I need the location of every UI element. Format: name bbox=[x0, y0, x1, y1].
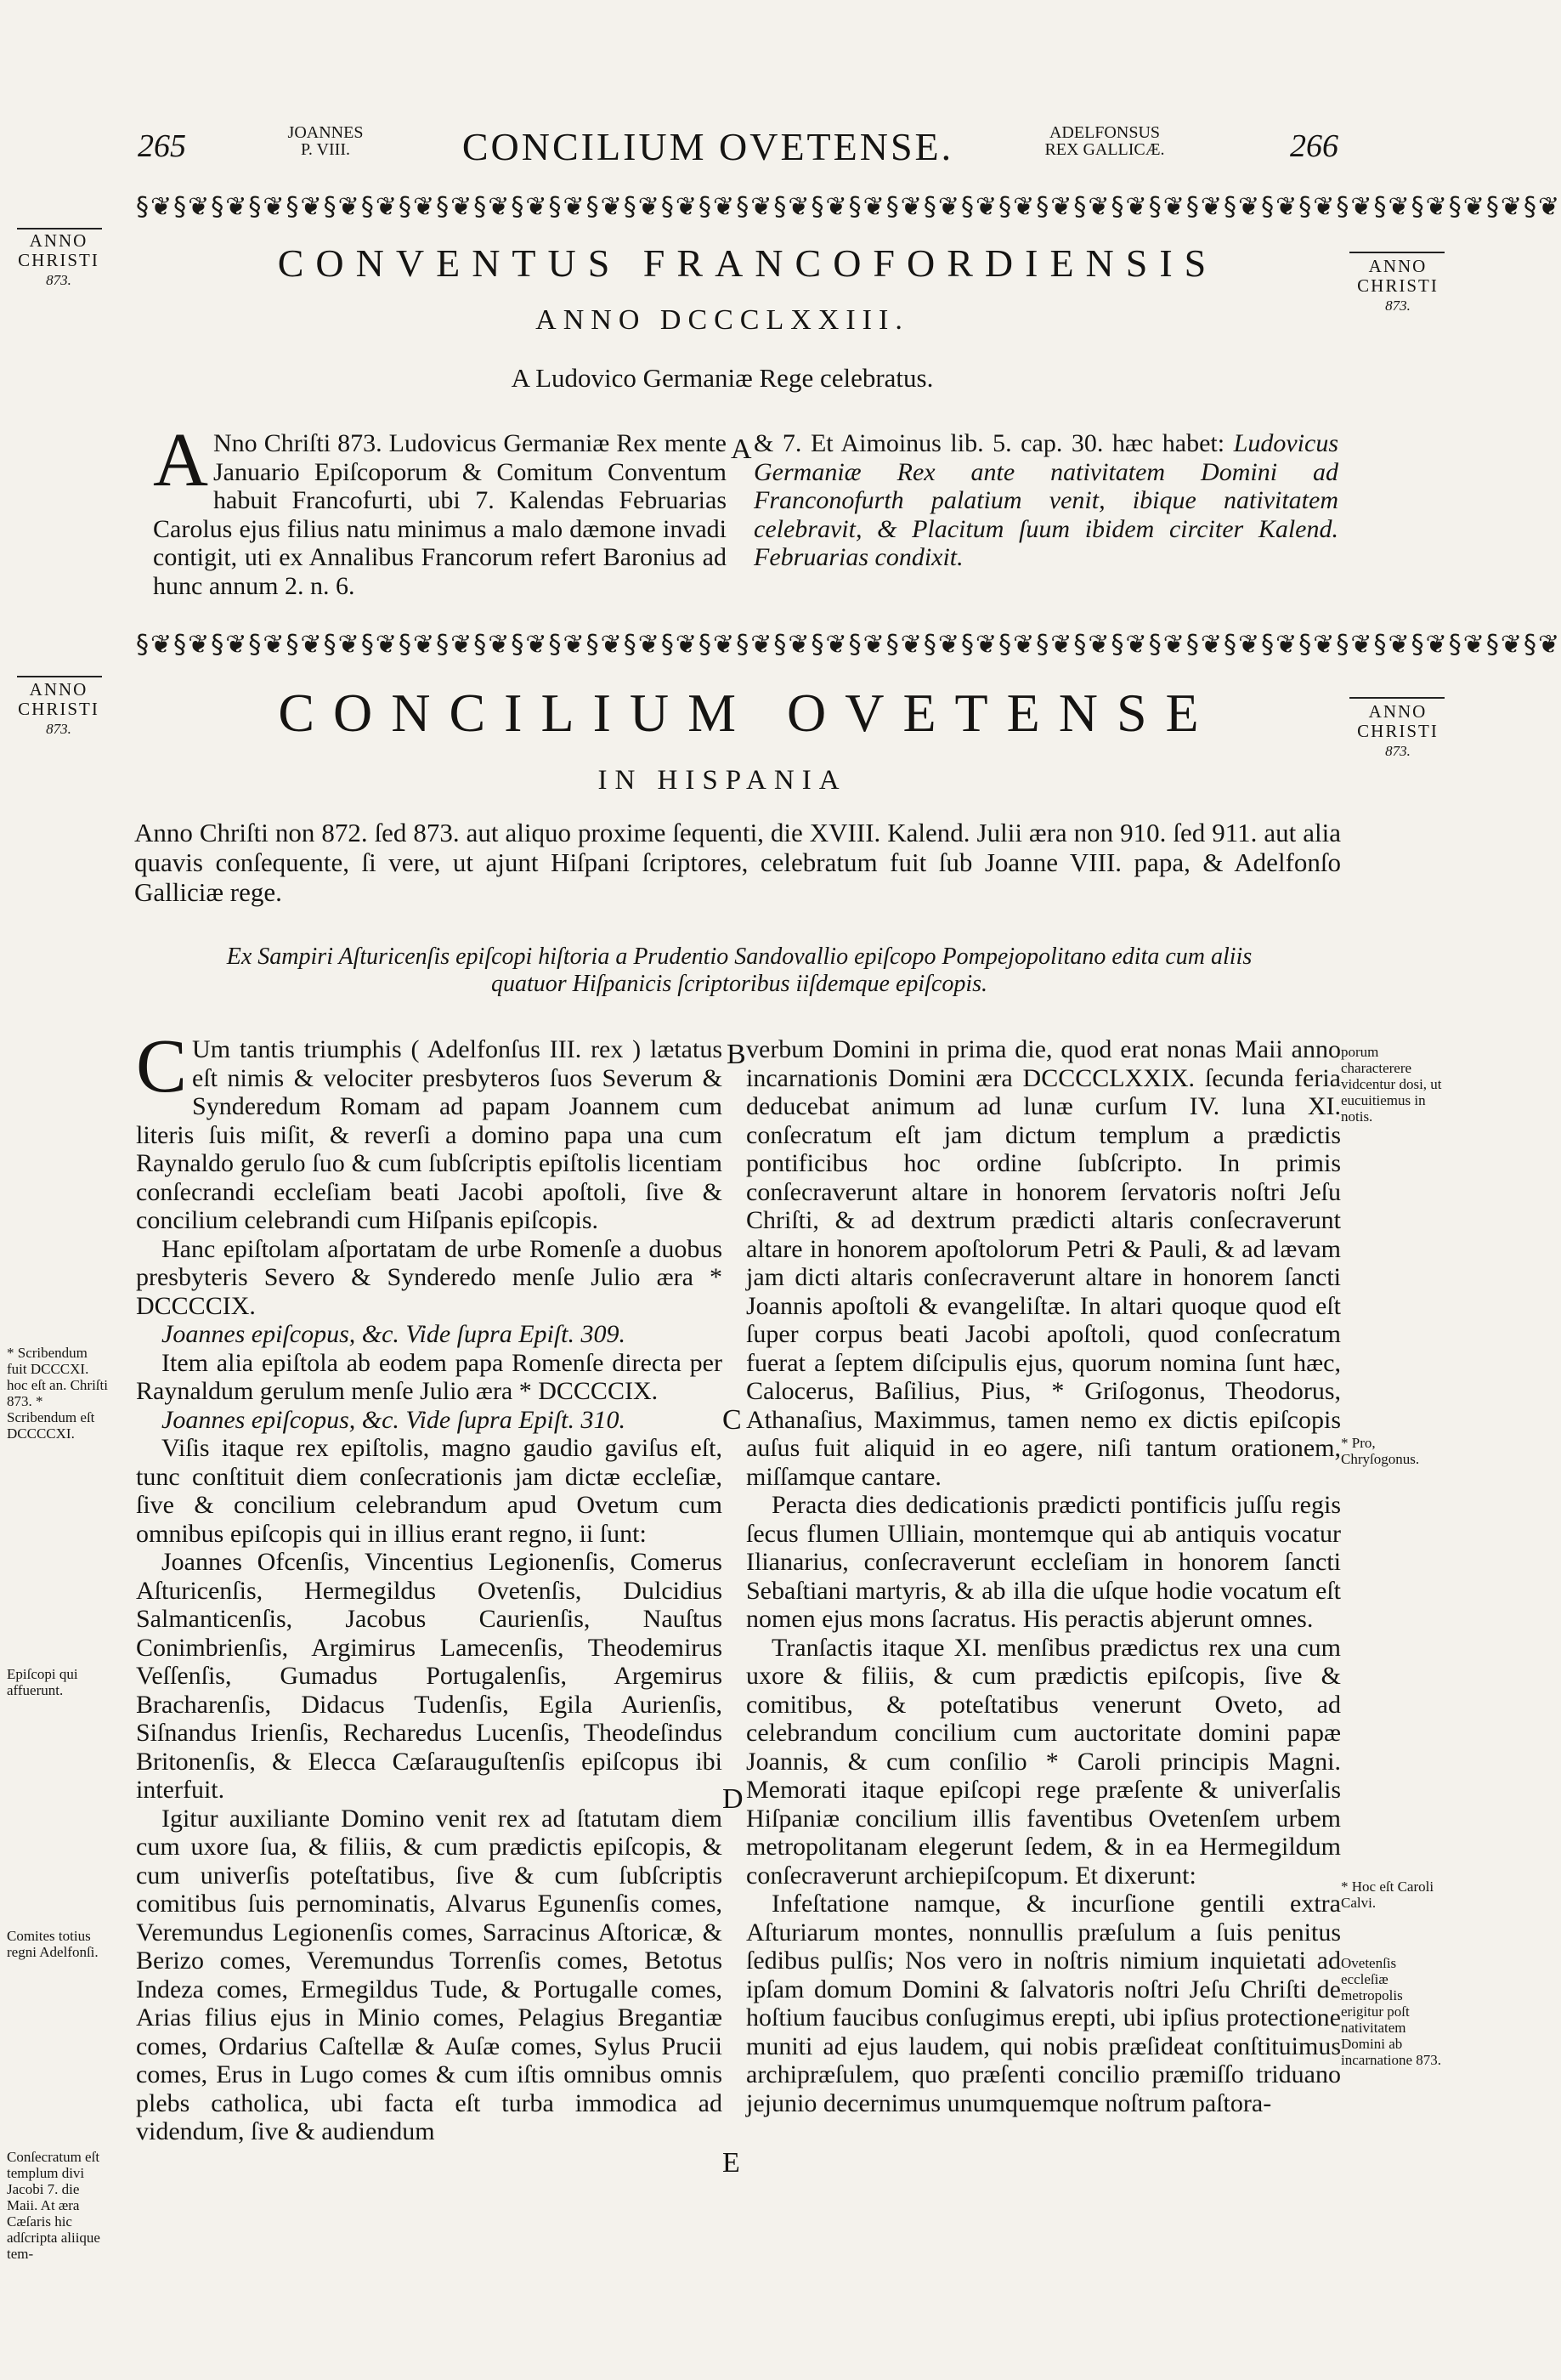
margin-note-episcopi: Epiſcopi qui affuerunt. bbox=[7, 1666, 78, 1698]
anno-year: 873. bbox=[1385, 743, 1411, 759]
running-head-adelfonsus bbox=[1020, 124, 1190, 158]
anno-line1: ANNO bbox=[1368, 701, 1428, 722]
conventus-dropcap: A bbox=[153, 418, 208, 502]
running-title: CONCILIUM OVETENSE. bbox=[461, 125, 954, 168]
left-paragraph-6: Viſis itaque rex epiſtolis, magno gaudio gaviſus eſt, tunc conſtituit diem conſecrationis jam dictæ eccleſiæ, ſive & concilium celebrandum apud Ovetum cum omnibus epiſcopis qui in illius erant regno, ii ſunt: bbox=[136, 1434, 722, 1548]
running-head-joannes-line2: P. VIII. bbox=[301, 140, 350, 159]
left-paragraph-2: Hanc epiſtolam aſportatam de urbe Romenſe a duobus presbyteris Severo & Synderedo menſe Julio æra * DCCCCIX. bbox=[136, 1234, 722, 1320]
running-head-joannes-line1: JOANNES bbox=[287, 123, 364, 142]
margin-letter-b: B bbox=[727, 1039, 746, 1070]
left-column bbox=[136, 1024, 722, 2146]
divider-anno-right-1 bbox=[1349, 252, 1445, 253]
anno-year: 873. bbox=[1385, 298, 1411, 314]
divider-anno-right-2 bbox=[1349, 697, 1445, 699]
anno-line1: ANNO bbox=[29, 679, 88, 700]
conventus-left-text bbox=[153, 418, 727, 600]
conventus-right-text bbox=[754, 429, 1338, 572]
margin-letter-a-top: A bbox=[731, 434, 752, 465]
anno-line2: CHRISTI bbox=[18, 250, 99, 270]
concilium-title: CONCILIUM OVETENSE bbox=[278, 683, 1218, 743]
right-paragraph-4: Infeſtatione namque, & incurſione gentili extra Aſturiarum montes, nonnullis præſulum a ſuis penitus ſedibus pulſis; Nos vero in noſtris nimium inquietati ad ipſam domum Domini & ſalvatoris noſtri Jeſu Chriſti de hoſtium faucibus conſugimus erepti, ubi ipſius protectione muniti ad ejus laudem, qui nobis præſideat conſtituimus archipræſulem, quo præſenti concilio præmiſſo triduano jejunio decernimus unumquemque noſtrum paſtora- bbox=[746, 1890, 1341, 2117]
anno-line2: CHRISTI bbox=[1357, 275, 1439, 296]
margin-note-consecratum: Conſecratum eſt templum divi Jacobi 7. die Maii. At æra Cæſaris hic adſcripta aliique tem- bbox=[7, 2149, 100, 2262]
anno-year: 873. bbox=[46, 272, 71, 288]
margin-note-scribendum: * Scribendum fuit DCCCXI. hoc eſt an. Chriſti 873. * Scribendum eſt DCCCCXI. bbox=[7, 1345, 108, 1442]
conventus-subtitle: A Ludovico Germaniæ Rege celebratus. bbox=[511, 363, 934, 393]
left-paragraph-7: Joannes Ofcenſis, Vincentius Legionenſis, Comerus Aſturicenſis, Hermegildus Ovetenſis, Dulcidius Salmanticenſis, Jacobus Caurienſis, Nauſtus Conimbrienſis, Argimirus Lamecenſis, Theodemirus Veſſenſis, Gumadus Portugalenſis, Argemirus Bracharenſis, Didacus Tudenſis, Egila Aurienſis, Siſnandus Irienſis, Recharedus Lucenſis, Theodeſindus Britonenſis, & Elecca Cæſarauguſtenſis epiſcopus ibi interfuit. bbox=[136, 1548, 722, 1804]
left-paragraph-5: Joannes epiſcopus, &c. Vide ſupra Epiſt. 310. bbox=[161, 1405, 626, 1434]
running-head-adelfonsus-line1: ADELFONSUS bbox=[1049, 123, 1161, 142]
divider-anno-left-2 bbox=[17, 676, 102, 677]
anno-christi-right-2 bbox=[1351, 702, 1445, 761]
left-paragraph-3: Joannes epiſcopus, &c. Vide ſupra Epiſt. 309. bbox=[161, 1320, 626, 1348]
conventus-right-plain: & 7. Et Aimoinus lib. 5. cap. 30. hæc habet: bbox=[754, 429, 1225, 457]
running-head-joannes bbox=[270, 124, 381, 158]
anno-line1: ANNO bbox=[1368, 256, 1428, 276]
page-number-left: 265 bbox=[138, 128, 186, 164]
margin-note-ovetensis: Ovetenſis eccleſiæ metropolis erigitur poſt nativitatem Domini ab incarnatione 873. bbox=[1341, 1955, 1442, 2068]
left-paragraph-4: Item alia epiſtola ab eodem papa Romenſe directa per Raynaldum gerulum menſe Julio æra * DCCCCIX. bbox=[136, 1348, 722, 1405]
left-dropcap: C bbox=[136, 1024, 188, 1108]
concilium-source: Ex Sampiri Aſturicenſis epiſcopi hiſtoria a Prudentio Sandovallio epiſcopo Pompejopolitano edita cum aliis quatuor Hiſpanicis ſcriptoribus iiſdemque epiſcopis. bbox=[226, 944, 1253, 997]
margin-note-porum: porum characterere vidcentur dosi, ut eucuitiemus in notis. bbox=[1341, 1044, 1442, 1125]
anno-line2: CHRISTI bbox=[18, 699, 99, 719]
concilium-intro: Anno Chriſti non 872. ſed 873. aut aliquo proxime ſequenti, die XVIII. Kalend. Julii æra non 910. ſed 911. aut alia quavis conſequente, ſi vere, ut ajunt Hiſpani ſcriptores, celebratum fuit ſub Joanne VIII. papa, & Adelfonſo Galliciæ rege. bbox=[134, 818, 1341, 907]
divider-anno-left-1 bbox=[17, 228, 102, 230]
margin-note-comites: Comites totius regni Adelfonſi. bbox=[7, 1928, 99, 1960]
conventus-left-body: Nno Chriſti 873. Ludovicus Germaniæ Rex mente Januario Epiſcoporum & Comitum Conventum habuit Francofurti, ubi 7. Kalendas Februarias Carolus ejus filius natu minimus a malo dæmone invadi contigit, uti ex Annalibus Francorum refert Baronius ad hunc annum 2. n. 6. bbox=[153, 429, 727, 600]
right-paragraph-1: verbum Domini in prima die, quod erat nonas Maii anno incarnationis Domini æra DCCCCLXXIX. ſecunda feria deducebat animum ad lunæ curſum IV. luna XI. conſecratum eſt jam dictum templum a prædictis pontificibus hoc ordine ſubſcripto. In primis conſecraverunt altare in honorem ſervatoris noſtri Jeſu Chriſti, & ad dextrum prædicti altaris conſecraverunt altare in honorem apoſtolorum Petri & Pauli, & ad lævam jam dicti altaris conſecraverunt altare in honorem ſancti Joannis apoſtoli & evangeliſtæ. In altari quoque quod eſt ſuper corpus beati Jacobi apoſtoli, quod conſecratum fuerat a ſeptem diſcipulis ejus, quorum nomina ſunt hæc, Calocerus, Baſilius, Pius, * Griſogonus, Theodorus, Athanaſius, Maximmus, tamen nemo ex dictis epiſcopis auſus fuit aliquid in eo agere, niſi tantum orationem, miſſamque cantare. bbox=[746, 1035, 1341, 1491]
right-column bbox=[746, 1035, 1341, 2117]
right-paragraph-2: Peracta dies dedicationis prædicti pontificis juſſu regis ſecus flumen Ulliain, montemque qui ab antiquis vocatur Ilianarius, conſecraverunt eccleſiam in honorem ſancti Sebaſtiani martyris, & ab illa die uſque hodie vocatum eſt nomen ejus mons ſacratus. His peractis abjerunt omnes. bbox=[746, 1491, 1341, 1633]
margin-note-hoc: * Hoc eſt Caroli Calvi. bbox=[1341, 1878, 1434, 1911]
margin-letter-d: D bbox=[722, 1783, 744, 1815]
anno-christi-right-1 bbox=[1351, 257, 1445, 315]
anno-christi-left-1 bbox=[12, 231, 105, 290]
ornament-band-top: §❦§❦§❦§❦§❦§❦§❦§❦§❦§❦§❦§❦§❦§❦§❦§❦§❦§❦§❦§❦§❦§❦§❦§❦§❦§❦§❦§❦§❦§❦§❦§❦§❦§❦§❦§❦§❦§❦ bbox=[136, 192, 1561, 222]
anno-line2: CHRISTI bbox=[1357, 721, 1439, 741]
anno-line1: ANNO bbox=[29, 230, 88, 251]
ornament-band-middle: §❦§❦§❦§❦§❦§❦§❦§❦§❦§❦§❦§❦§❦§❦§❦§❦§❦§❦§❦§❦§❦§❦§❦§❦§❦§❦§❦§❦§❦§❦§❦§❦§❦§❦§❦§❦§❦§❦ bbox=[136, 630, 1561, 660]
left-paragraph-1: Um tantis triumphis ( Adelfonſus III. rex ) lætatus eſt nimis & velociter presbyteros ſuos Severum & Synderedum Romam ad papam Joannem cum literis ſuis miſit, & reverſi a domino papa una cum Raynaldo gerulo ſuo & cum ſubſcriptis epiſtolis licentiam conſecrandi eccleſiam beati Jacobi apoſtoli, ſive & concilium celebrandi cum Hiſpanis epiſcopis. bbox=[136, 1035, 722, 1234]
right-paragraph-3: Tranſactis itaque XI. menſibus prædictus rex una cum uxore & filiis, & cum prædictis epiſcopis, ſive & comitibus, & poteſtatibus venerunt Oveto, ad celebrandum concilium cum auctoritate domini papæ Joannis, & cum conſilio * Caroli principis Magni. Memorati itaque epiſcopi rege præſente & univerſalis Hiſpaniæ concilium illis faventibus Ovetenſem urbem metropolitanam elegerunt ſedem, & in ea Hermegildum conſecraverunt archiepiſcopum. Et dixerunt: bbox=[746, 1633, 1341, 1890]
anno-christi-left-2 bbox=[12, 680, 105, 739]
concilium-subtitle: IN HISPANIA bbox=[597, 765, 847, 796]
conventus-year: ANNO DCCCLXXIII. bbox=[535, 304, 909, 336]
left-paragraph-8: Igitur auxiliante Domino venit rex ad ſtatutam diem cum uxore ſua, & filiis, & cum prædictis epiſcopis, & cum univerſis poteſtatibus, ſive & cum ſubſcriptis comitibus ſuis pernominatis, Alvarus Egunenſis comes, Veremundus Legionenſis comes, Sarracinus Aſtoricæ, & Berizo comes, Veremundus Torrenſis comes, Betotus Indeza comes, Ermegildus Tude, & Portugalle comes, Arias filius ejus in Minio comes, Pelagius Bregantiæ comes, Ordarius Caſtellæ & Auſæ comes, Sylus Prucii comes, Erus in Lugo comes & cum iſtis omnibus omnis plebs catholica, ubi facta eſt turba immodica ad videndum, ſive & audiendum bbox=[136, 1804, 722, 2145]
page-number-right: 266 bbox=[1290, 128, 1338, 164]
margin-letter-c: C bbox=[722, 1404, 742, 1436]
conventus-right-italic: Ludovicus Germaniæ Rex ante nativitatem Domini ad Franconofurth palatium venit, ibique nativitatem celebravit, & Placitum ſuum ibidem circiter Kalend. Februarias condixit. bbox=[754, 429, 1338, 571]
running-head-adelfonsus-line2: REX GALLICÆ. bbox=[1044, 140, 1165, 159]
margin-letter-e: E bbox=[722, 2147, 740, 2179]
margin-note-pro: * Pro, Chryſogonus. bbox=[1341, 1435, 1420, 1467]
anno-year: 873. bbox=[46, 721, 71, 737]
conventus-title: CONVENTUS FRANCOFORDIENSIS bbox=[277, 241, 1219, 285]
